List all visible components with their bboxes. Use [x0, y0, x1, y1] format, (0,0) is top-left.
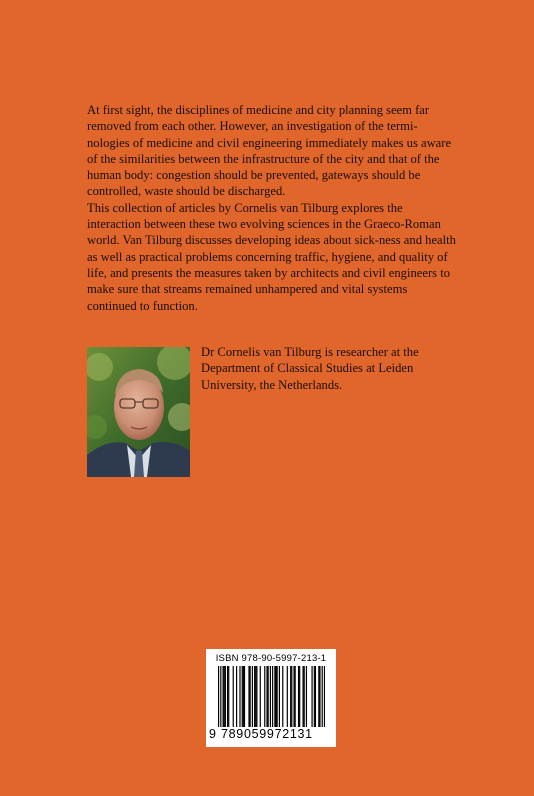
isbn-first-digit: 9: [209, 727, 216, 741]
barcode-bar: [322, 666, 323, 734]
barcode-bar: [324, 666, 325, 734]
barcode-bar: [304, 666, 305, 727]
barcode-bar: [314, 666, 315, 727]
barcode-bar: [236, 666, 237, 727]
barcode-bar: [250, 666, 251, 727]
barcode-bar: [270, 666, 271, 734]
barcode-bar: [233, 666, 234, 727]
barcode-bar: [227, 666, 228, 727]
barcode-bar: [256, 666, 257, 727]
author-photo: [87, 347, 190, 477]
barcode-bar: [268, 666, 269, 727]
barcode-bar: [218, 666, 219, 734]
barcode-bar: [228, 666, 229, 727]
barcode-bar: [290, 666, 291, 727]
author-section: [87, 347, 487, 479]
barcode-bar: [274, 666, 275, 727]
barcode-bar: [282, 666, 283, 727]
barcode-bar: [318, 666, 319, 727]
blurb-paragraph: At first sight, the disciplines of medicine and city planning seem far removed from each other. However, an investigation of the termi-nologies of medicine and civil engineering immediately makes us aware of the similarities between the infrastructure of the city and that of the human body: congestion should be prevented, gateways should be controlled, waste should be discharged.: [87, 103, 452, 199]
barcode-bar: [248, 666, 249, 727]
author-bio: Dr Cornelis van Tilburg is researcher at the Department of Classical Studies at Leiden University, the Netherlands.: [201, 345, 419, 392]
isbn-remaining-digits: 789059972131: [221, 727, 313, 741]
blurb-paragraph: This collection of articles by Cornelis van Tilburg explores the interaction between these two evolving sciences in the Graeco-Roman world. Van Tilburg discusses developing ideas about sick-ness and health as well as practical problems concerning traffic, hygiene, and quality of life, and presents the measures taken by architects and civil engineers to make sure that streams remained unhampered and vital systems continued to function.: [87, 200, 456, 313]
barcode-bar: [220, 666, 221, 734]
barcode-bar: [275, 666, 276, 727]
isbn-digits: [206, 727, 336, 743]
back-cover-blurb: [87, 102, 459, 314]
barcode-bar: [264, 666, 265, 727]
barcode-bar: [254, 666, 255, 727]
barcode-bar: [295, 666, 296, 727]
barcode-bar: [291, 666, 292, 727]
barcode-bar: [242, 666, 243, 727]
barcode-bar: [298, 666, 299, 727]
isbn-label: ISBN 978-90-5997-213-1: [215, 653, 327, 664]
barcode-bar: [319, 666, 320, 727]
barcode-bar: [277, 666, 278, 727]
barcode-bar: [293, 666, 294, 727]
barcode-bar: [260, 666, 261, 727]
barcode-bars: [218, 666, 325, 734]
barcode-bar: [287, 666, 288, 727]
barcode-bar: [306, 666, 307, 727]
barcode-bar: [272, 666, 273, 734]
barcode-bar: [239, 666, 240, 727]
barcode-bar: [224, 666, 225, 727]
barcode-bar: [223, 666, 224, 727]
isbn-barcode: [206, 649, 336, 747]
barcode-bar: [279, 666, 280, 727]
barcode-bar: [299, 666, 300, 727]
barcode-bar: [252, 666, 253, 727]
barcode-bar: [255, 666, 256, 727]
barcode-bar: [244, 666, 245, 727]
barcode-bar: [225, 666, 226, 727]
barcode-bar: [243, 666, 244, 727]
barcode-bar: [311, 666, 312, 727]
barcode-bar: [266, 666, 267, 727]
barcode-bar: [315, 666, 316, 727]
barcode-bar: [302, 666, 303, 727]
